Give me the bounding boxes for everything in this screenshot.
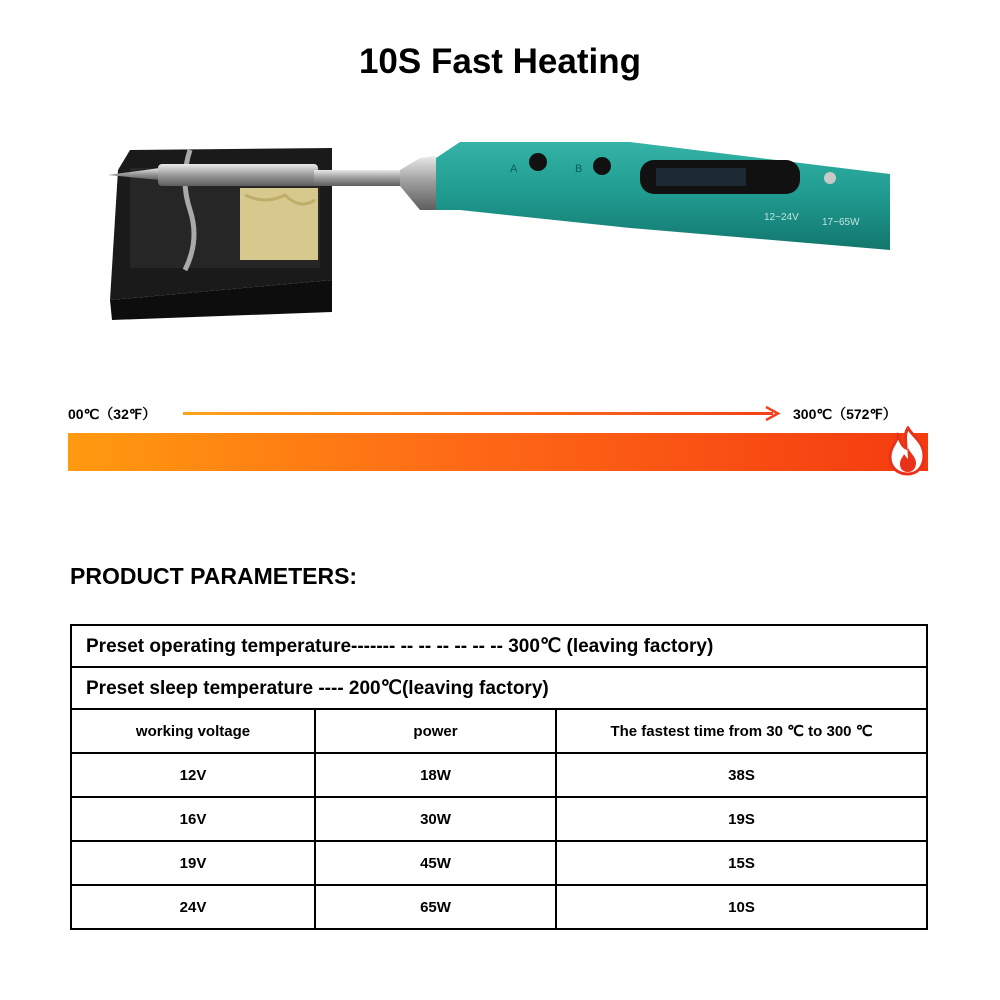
table-row bbox=[71, 885, 927, 929]
button-b bbox=[593, 157, 611, 175]
time-cell: 19S bbox=[556, 797, 927, 841]
soldering-iron-illustration bbox=[100, 130, 940, 330]
parameters-heading: PRODUCT PARAMETERS: bbox=[70, 563, 358, 589]
voltage-cell: 19V bbox=[71, 841, 315, 885]
time-cell: 15S bbox=[556, 841, 927, 885]
power-cell: 45W bbox=[315, 841, 556, 885]
table-row bbox=[71, 625, 927, 667]
time-cell: 38S bbox=[556, 753, 927, 797]
voltage-marking: 12~24V bbox=[764, 212, 799, 223]
flame-icon bbox=[884, 426, 932, 476]
power-cell: 30W bbox=[315, 797, 556, 841]
voltage-cell: 12V bbox=[71, 753, 315, 797]
column-header-power: power bbox=[315, 709, 556, 753]
iron-handle bbox=[436, 142, 890, 250]
scale-start-label: 00℃（32℉） bbox=[68, 406, 157, 422]
heating-arrow bbox=[183, 404, 783, 424]
voltage-cell: 24V bbox=[71, 885, 315, 929]
preset-sleep-temperature: Preset sleep temperature ---- 200℃(leaving factory) bbox=[71, 667, 927, 709]
power-cell: 18W bbox=[315, 753, 556, 797]
power-cell: 65W bbox=[315, 885, 556, 929]
power-marking: 17~65W bbox=[822, 217, 860, 228]
voltage-cell: 16V bbox=[71, 797, 315, 841]
button-a bbox=[529, 153, 547, 171]
table-row bbox=[71, 797, 927, 841]
button-a-label: A bbox=[510, 163, 518, 175]
temperature-gradient-bar bbox=[68, 433, 928, 471]
page-title: 10S Fast Heating bbox=[358, 42, 642, 81]
table-row bbox=[71, 841, 927, 885]
table-row bbox=[71, 753, 927, 797]
preset-operating-temperature: Preset operating temperature------- -- -- -- -- -- -- 300℃ (leaving factory) bbox=[71, 625, 927, 667]
button-b-label: B bbox=[575, 163, 583, 175]
column-header-time: The fastest time from 30 ℃ to 300 ℃ bbox=[556, 709, 927, 753]
handle-screw bbox=[824, 172, 836, 184]
time-cell: 10S bbox=[556, 885, 927, 929]
scale-end-label: 300℃（572℉） bbox=[793, 406, 897, 422]
parameters-table bbox=[70, 624, 928, 930]
table-row bbox=[71, 667, 927, 709]
table-header-row bbox=[71, 709, 927, 753]
column-header-voltage: working voltage bbox=[71, 709, 315, 753]
